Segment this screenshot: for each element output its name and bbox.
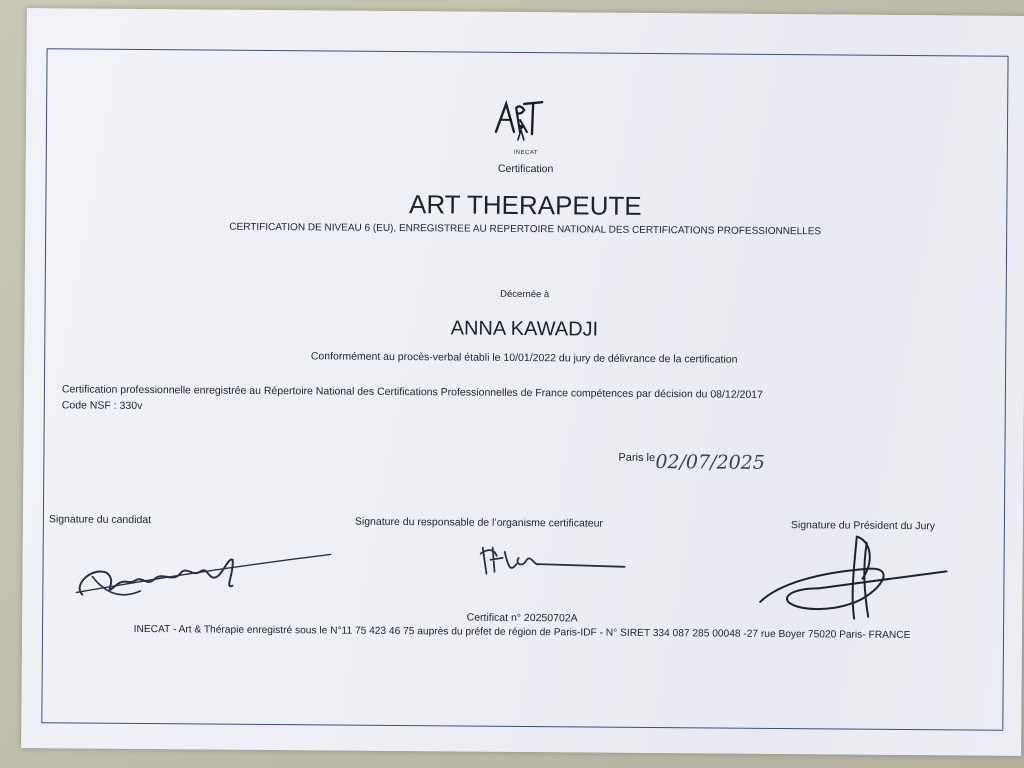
certificate-subtitle: CERTIFICATION DE NIVEAU 6 (EU), ENREGISTREE AU REPERTOIRE NATIONAL DES CERTIFICATIONS PROFESSIONNELLES xyxy=(229,221,822,238)
inecat-logo xyxy=(490,96,546,156)
certificate-title: ART THERAPEUTE xyxy=(408,189,642,221)
candidate-signature-label: Signature du candidat xyxy=(48,513,152,527)
recipient-name: ANNA KAWADJI xyxy=(450,317,599,341)
awarded-to-label: Décernée à xyxy=(500,288,550,301)
certificate-number: Certificat n° 20250702A xyxy=(466,611,578,625)
organism-signature xyxy=(474,538,634,579)
registration-statement: Certification professionnelle enregistrée au Répertoire National des Certifications Professionnelles de France compétences par décision du 08/12/2017 xyxy=(61,383,763,401)
footer-registration: INECAT - Art & Thérapie enregistré sous le N°11 75 423 46 75 auprès du préfet de région de Paris-IDF - N° SIRET 334 087 285 00048 -27 rue Boyer 75020 Paris- FRANCE xyxy=(133,623,911,642)
conformity-statement: Conformément au procès-verbal établi le 10/01/2022 du jury de délivrance de la certification xyxy=(310,350,738,366)
logo-label: INECAT xyxy=(513,149,539,157)
place-label: Paris le xyxy=(618,451,656,465)
president-signature xyxy=(758,532,949,623)
organism-signature-label: Signature du responsable de l’organisme certificateur xyxy=(354,515,603,530)
candidate-signature xyxy=(62,536,333,608)
nsf-code: Code NSF : 330v xyxy=(61,399,143,413)
handwritten-date-text: 02/07/2025 xyxy=(655,451,765,474)
president-signature-label: Signature du Président du Jury xyxy=(790,519,936,533)
certification-heading: Certification xyxy=(497,162,554,176)
handwritten-date xyxy=(653,446,823,477)
certificate-paper xyxy=(21,8,1024,756)
